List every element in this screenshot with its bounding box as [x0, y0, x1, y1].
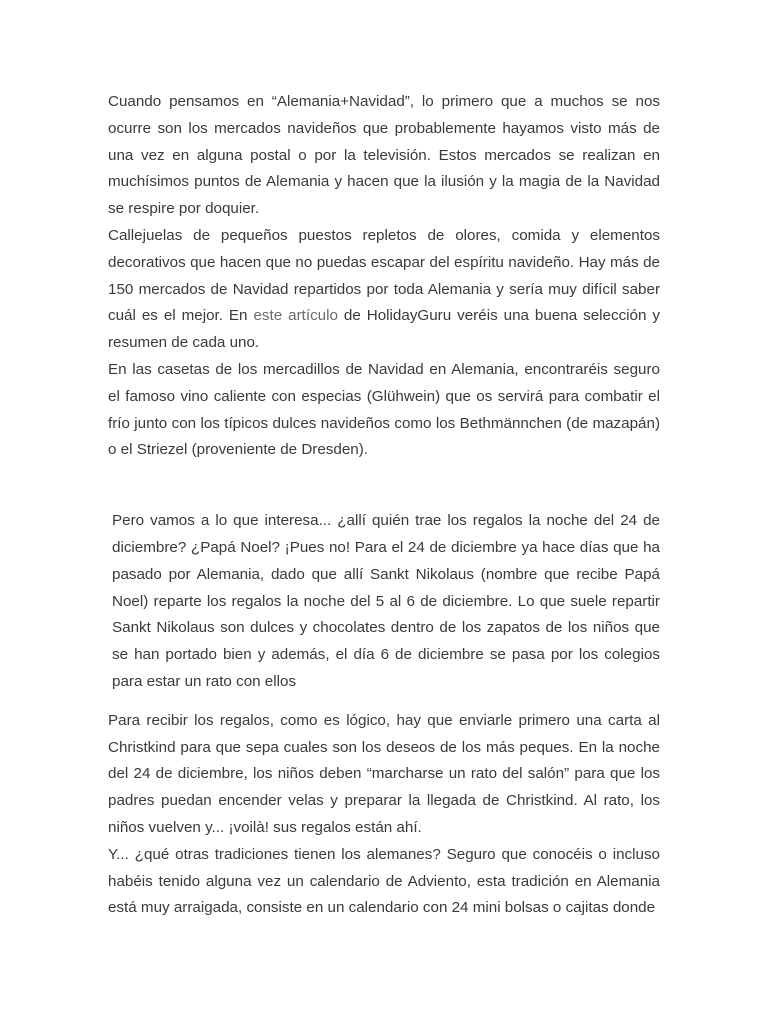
paragraph-callejuelas: [108, 223, 660, 357]
paragraph-otras-tradiciones: Y... ¿qué otras tradiciones tienen los alemanes? Seguro que conocéis o incluso habéis tenido alguna vez un calendario de Adviento, esta tradición en Alemania está muy arraigada, consiste en un calendario con 24 mini bolsas o cajitas donde: [108, 845, 660, 917]
paragraph-callejuelas-text-end: de HolidayGuru veréis una buena selección y resumen de cada uno.: [108, 307, 660, 352]
document-body: [108, 89, 660, 922]
paragraph-mercados-navidenos: Cuando pensamos en “Alemania+Navidad”, lo primero que a muchos se nos ocurre son los mercados navideños que probablemente hayamos visto más de una vez en alguna postal o por la televisión. Estos mercados se realizan en muchísimos puntos de Alemania y hacen que la ilusión y la magia de la Navidad se respire por doquier.: [108, 93, 660, 218]
paragraph-quien-trae-regalos: Pero vamos a lo que interesa... ¿allí quién trae los regalos la noche del 24 de diciembre? ¿Papá Noel? ¡Pues no! Para el 24 de diciembre ya hace días que ha pasado por Alemania, dado que allí Sankt Nikolaus (nombre que recibe Papá Noel) reparte los regalos la noche del 5 al 6 de diciembre. Lo que suele repartir Sankt Nikolaus son dulces y chocolates dentro de los zapatos de los niños que se han portado bien y además, el día 6 de diciembre se pasa por los colegios para estar un rato con ellos: [112, 512, 660, 690]
article-link[interactable]: este artículo: [253, 307, 338, 325]
paragraph-recibir-regalos: Para recibir los regalos, como es lógico, hay que enviarle primero una carta al Christkind para que sepa cuales son los deseos de los más peques. En la noche del 24 de diciembre, los niños deben “marcharse un rato del salón” para que los padres puedan encender velas y preparar la llegada de Christkind. Al rato, los niños vuelven y... ¡voilà! sus regalos están ahí.: [108, 711, 660, 836]
paragraph-callejuelas-text-start: Callejuelas de pequeños puestos repletos de olores, comida y elementos decorativos que hacen que no puedas escapar del espíritu navideño. Hay más de 150 mercados de Navidad repartidos por toda Alemania y sería muy difícil saber cuál es el mejor. En: [108, 226, 660, 325]
paragraph-casetas: En las casetas de los mercadillos de Navidad en Alemania, encontraréis seguro el famoso vino caliente con especias (Glühwein) que os servirá para combatir el frío junto con los típicos dulces navideños como los Bethmännchen (de mazapán) o el Striezel (proveniente de Dresden).: [108, 360, 660, 459]
